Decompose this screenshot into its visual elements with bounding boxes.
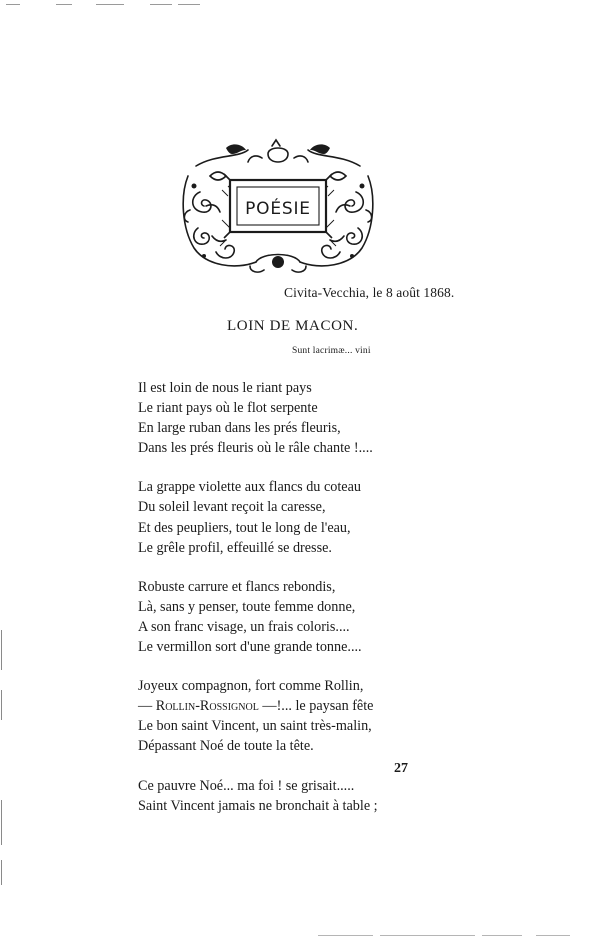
poem-line: Dans les prés fleuris où le râle chante !.... (138, 440, 373, 457)
poem-line: Le vermillon sort d'une grande tonne.... (138, 639, 362, 656)
scan-edge-rule (482, 935, 522, 936)
smallcaps-name: Rollin-Rossignol (155, 698, 259, 715)
ornament-label: POÉSIE (245, 199, 311, 219)
scan-edge-mark (1, 860, 2, 885)
poem-line: Saint Vincent jamais ne bronchait à table ; (138, 797, 378, 814)
scan-edge-rule (318, 935, 373, 936)
poem-line: Dépassant Noé de toute la tête. (138, 738, 314, 755)
scan-edge-mark (1, 690, 2, 720)
scan-edge-rule (150, 4, 172, 5)
poem-line: En large ruban dans les prés fleuris, (138, 420, 341, 437)
scan-edge-rule (56, 4, 72, 5)
poem-line: — Rollin-Rossignol —!... le paysan fête (138, 698, 374, 715)
scan-edge-rule (96, 4, 124, 5)
poem-line: Joyeux compagnon, fort comme Rollin, (138, 678, 364, 695)
poem-line: Là, sans y penser, toute femme donne, (138, 598, 356, 615)
poem-line: Le riant pays où le flot serpente (138, 400, 318, 417)
poem-line: Il est loin de nous le riant pays (138, 380, 312, 396)
stanza (138, 477, 378, 557)
scan-edge-rule (536, 935, 570, 936)
poem-body (138, 378, 378, 835)
stanza (138, 378, 378, 458)
poem-line: A son franc visage, un frais coloris.... (138, 618, 350, 635)
poem-line: Le bon saint Vincent, un saint très-malin, (138, 718, 372, 735)
stanza (138, 776, 378, 816)
scan-edge-rule (380, 935, 475, 936)
poem-title: LOIN DE MACON. (227, 318, 359, 334)
poem-line: Du soleil levant reçoit la caresse, (138, 499, 326, 516)
poem-line: Ce pauvre Noé... ma foi ! se grisait..... (138, 777, 355, 794)
scan-edge-mark (1, 630, 2, 670)
poem-line: Et des peupliers, tout le long de l'eau, (138, 519, 351, 536)
page-number: 27 (394, 761, 408, 776)
scan-edge-rule (178, 4, 200, 5)
stanza (138, 577, 378, 657)
epigraph: Sunt lacrimæ... vini (292, 346, 371, 356)
poem-line: Le grêle profil, effeuillé se dresse. (138, 539, 332, 556)
poem-line: Robuste carrure et flancs rebondis, (138, 578, 336, 595)
poem-line: La grappe violette aux flancs du coteau (138, 479, 361, 496)
dateline: Civita-Vecchia, le 8 août 1868. (284, 285, 455, 300)
stanza (138, 676, 378, 756)
scan-edge-rule (6, 4, 20, 5)
scan-edge-mark (1, 800, 2, 845)
